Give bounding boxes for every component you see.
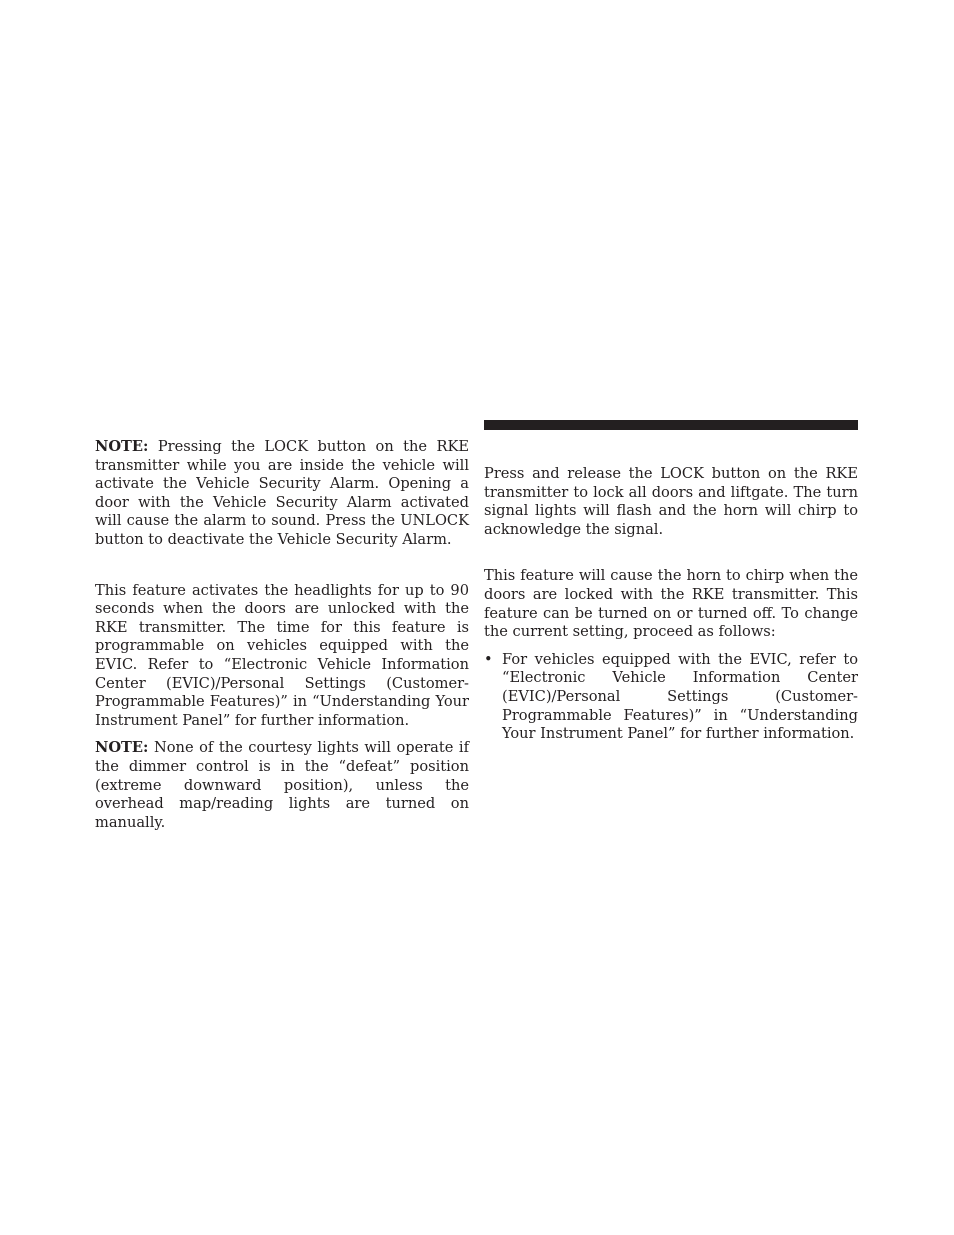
bullet-list [484,651,858,744]
section-rule [484,420,858,430]
note-paragraph [95,438,469,550]
body-paragraph: Press and release the LOCK button on the RKE transmitter to lock all doors and liftgate. The turn signal lights will flash and the horn will chirp to acknowledge the signal. [484,465,858,538]
note-text: None of the courtesy lights will operate if the dimmer control is in the “defeat” position (extreme downward position), unless the overhead map/reading lights are turned on manually. [95,739,469,831]
section-spacer [95,550,469,582]
list-item [484,651,858,744]
list-item-text: For vehicles equipped with the EVIC, refer to “Electronic Vehicle Information Center (EVIC)/Personal Settings (Customer-Programmable Features)” in “Understanding Your Instrument Panel” for further information. [502,650,858,743]
note-label: NOTE: [95,739,149,757]
body-paragraph: This feature activates the headlights for up to 90 seconds when the doors are unlocked with the RKE transmitter. The time for this feature is programmable on vehicles equipped with the EVIC. Refer to “Electronic Vehicle Information Center (EVIC)/Personal Settings (Customer-Programmable Features)” in “Understanding Your Instrument Panel” for further information. [95,581,469,729]
left-column [95,438,469,832]
paragraph-spacer [484,642,858,651]
note-label: NOTE: [95,438,149,455]
bullet-icon: • [484,650,493,668]
paragraph-spacer [95,730,469,739]
right-column [484,420,858,744]
section-spacer [484,539,858,567]
note-text: Pressing the LOCK button on the RKE transmitter while you are inside the vehicle will activate the Vehicle Security Alarm. Opening a door with the Vehicle Security Alarm activated will cause the alarm to sound. Press the UNLOCK button to deactivate the Vehicle Security Alarm. [95,438,469,548]
note-paragraph [95,739,469,832]
body-paragraph: This feature will cause the horn to chirp when the doors are locked with the RKE transmitter. This feature can be turned on or turned off. To change the current setting, proceed as follows: [484,567,858,641]
